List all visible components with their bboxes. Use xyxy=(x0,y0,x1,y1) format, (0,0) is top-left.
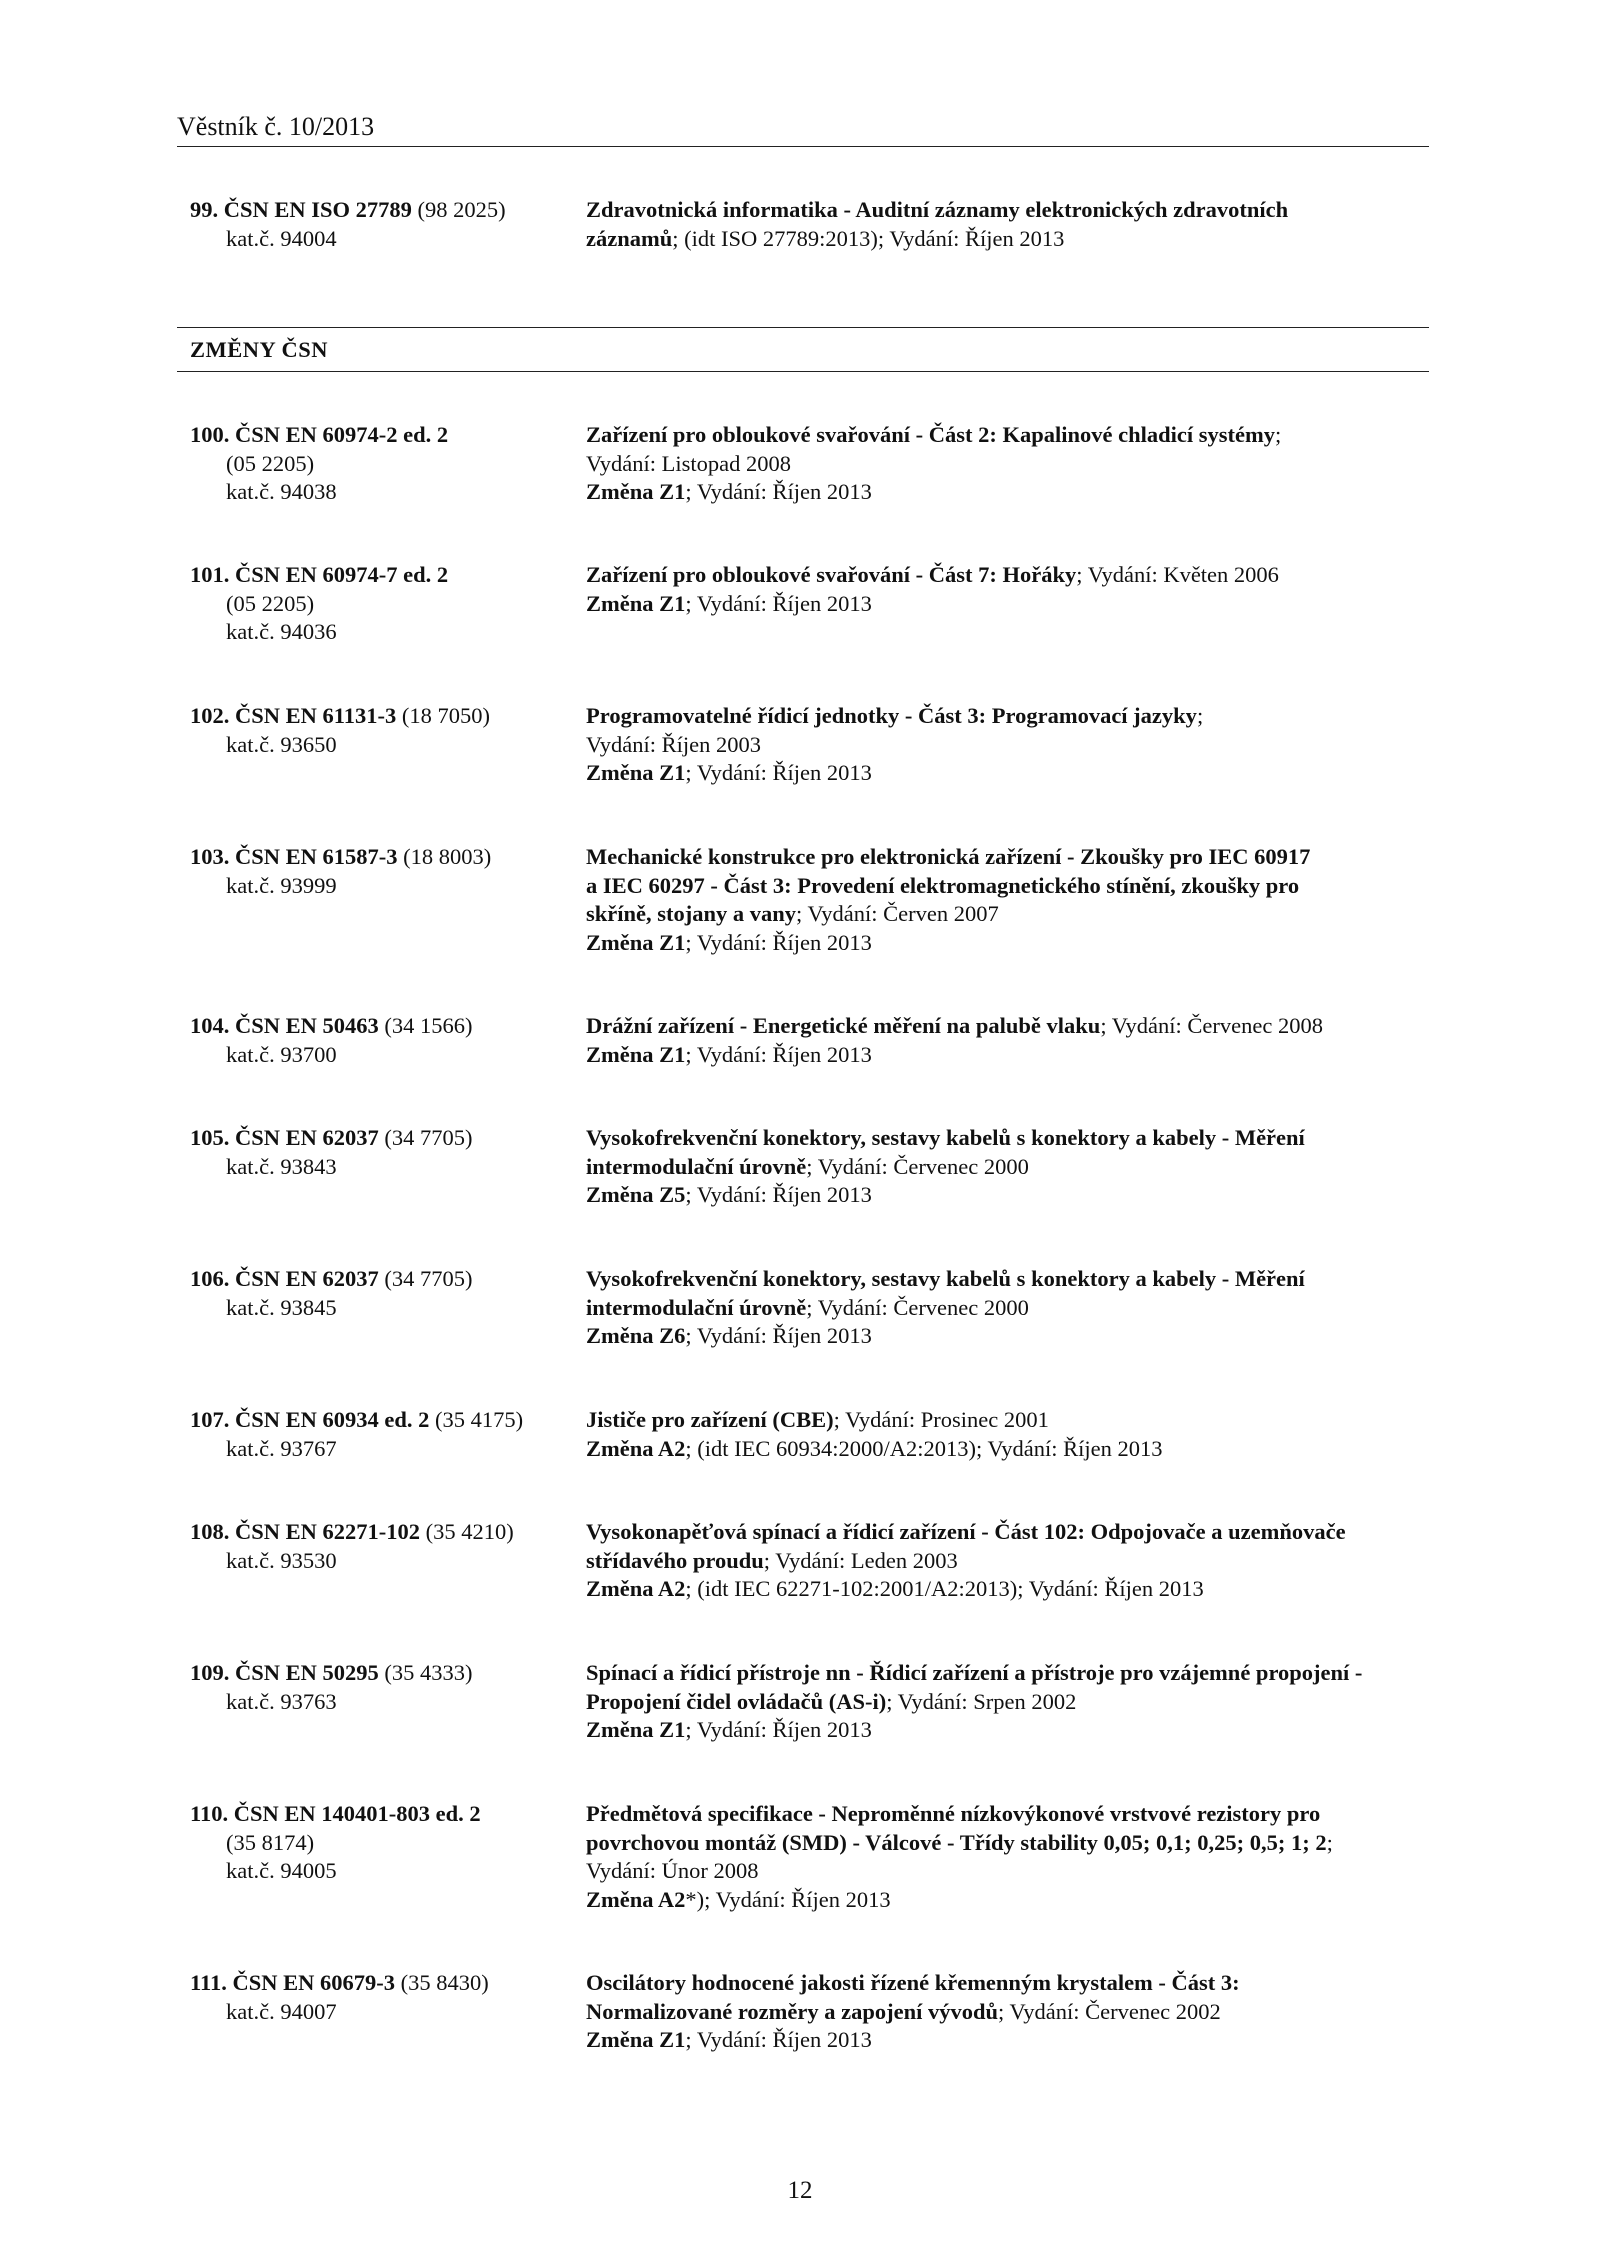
standard-title-line: a IEC 60297 - Část 3: Provedení elektromagnetického stínění, zkoušky pro xyxy=(586,872,1300,898)
standard-code: ČSN EN 62037 xyxy=(235,1125,379,1150)
entry-number: 105. xyxy=(190,1125,230,1150)
standard-title-line: Propojení čidel ovládačů (AS-i) xyxy=(586,1688,887,1714)
change-label: Změna Z1 xyxy=(586,479,686,504)
section-title: ZMĚNY ČSN xyxy=(190,337,329,362)
change-info: ; (idt IEC 62271-102:2001/A2:2013); Vydání: Říjen 2013 xyxy=(685,1576,1204,1601)
entry-number: 108. xyxy=(190,1519,230,1544)
standard-title-line: Vysokonapěťová spínací a řídicí zařízení - Část 102: Odpojovače a uzemňovače xyxy=(586,1519,1346,1544)
entry-number: 104. xyxy=(190,1013,230,1038)
edition-info: ; (idt ISO 27789:2013); Vydání: Říjen 2013 xyxy=(672,225,1065,251)
catalog-number: kat.č. 93999 xyxy=(226,872,337,898)
change-label: Změna A2 xyxy=(586,1435,686,1461)
edition-info: ; Vydání: Červenec 2000 xyxy=(806,1153,1029,1179)
catalog-number: kat.č. 94036 xyxy=(226,619,337,644)
catalog-number: kat.č. 93843 xyxy=(226,1153,337,1179)
standard-title-line: Mechanické konstrukce pro elektronická zařízení - Zkoušky pro IEC 60917 xyxy=(586,844,1311,869)
entry-number: 99. xyxy=(190,197,219,222)
change-info: ; Vydání: Říjen 2013 xyxy=(685,479,872,504)
entry-number: 102. xyxy=(190,703,230,728)
change-label: Změna Z6 xyxy=(586,1323,686,1348)
standard-code: ČSN EN 60974-2 ed. 2 xyxy=(235,422,449,447)
entry-number: 101. xyxy=(190,562,230,587)
entry-number: 106. xyxy=(190,1266,230,1291)
catalog-number: kat.č. 94005 xyxy=(226,1858,337,1883)
entry-number: 111. xyxy=(190,1970,227,1995)
change-label: Změna Z1 xyxy=(586,760,686,785)
change-info: ; Vydání: Říjen 2013 xyxy=(685,2027,872,2052)
entry-number: 109. xyxy=(190,1660,230,1685)
standard-title-line: Vysokofrekvenční konektory, sestavy kabelů s konektory a kabely - Měření xyxy=(586,1266,1305,1291)
change-label: Změna A2 xyxy=(586,1886,686,1912)
edition-info: ; Vydání: Srpen 2002 xyxy=(886,1688,1077,1714)
entry-number: 107. xyxy=(190,1407,230,1432)
edition-info: ; Vydání: Leden 2003 xyxy=(763,1547,958,1573)
standard-code: ČSN EN 61131-3 xyxy=(235,703,397,728)
standard-title-line: Předmětová specifikace - Neproměnné nízkovýkonové vrstvové rezistory pro xyxy=(586,1801,1321,1826)
change-label: Změna Z5 xyxy=(586,1182,686,1207)
class-code: (05 2205) xyxy=(226,450,315,476)
standard-code: ČSN EN 60934 ed. 2 xyxy=(235,1407,430,1432)
standard-title: Programovatelné řídicí jednotky - Část 3: Programovací jazyky xyxy=(586,703,1197,728)
change-info: ; Vydání: Říjen 2013 xyxy=(685,1323,872,1348)
standard-title-line: Spínací a řídicí přístroje nn - Řídicí zařízení a přístroje pro vzájemné propojení - xyxy=(586,1660,1363,1685)
catalog-number: kat.č. 93763 xyxy=(226,1688,337,1714)
change-info: ; Vydání: Říjen 2013 xyxy=(685,1182,872,1207)
standard-title-line: Normalizované rozměry a zapojení vývodů xyxy=(586,1998,999,2024)
standard-title-line: Zdravotnická informatika - Auditní záznamy elektronických zdravotních xyxy=(586,197,1289,222)
class-code: (34 1566) xyxy=(384,1013,473,1038)
standard-title-line: střídavého proudu xyxy=(586,1547,764,1573)
class-code: (18 8003) xyxy=(403,844,492,869)
standard-code: ČSN EN 50295 xyxy=(235,1660,379,1685)
catalog-number: kat.č. 93650 xyxy=(226,731,337,757)
page-number: 12 xyxy=(787,2177,813,2204)
standard-title-line: intermodulační úrovně xyxy=(586,1294,807,1320)
change-label: Změna Z1 xyxy=(586,590,686,616)
edition-info: ; Vydání: Červenec 2008 xyxy=(1100,1013,1323,1038)
class-code: (18 7050) xyxy=(401,703,491,728)
document-page: Věstník č. 10/2013 99. ČSN EN ISO 27789 (98 2025) kat.č. 94004 Zdravotnická informatika - Auditní záznamy elektronických zdravotních záznamů; (idt ISO 27789:2013); Vydání: Říjen 2013 ZMĚNY ČSN 100. ČSN EN 60974-2 ed. 2 (05 2205) kat.č. 94038 Zařízení pro obloukové svařování - Část 2: Kapalinové chladicí systémy; Vydání: Listopad 2008 Změna Z1; Vydání: Říjen 2013 101. ČSN EN 60974-7 ed. 2 (05 2205) kat.č. 94036 Zařízení pro obloukové svařování - Část 7: Hořáky; Vydání: Květen 2006 Změna Z1; Vydání: Říjen 2013 102. ČSN EN 61131-3 (18 7050) kat.č. 93650 Programovatelné řídicí jednotky - Část 3: Programovací jazyky; Vydání: Říjen 2003 Změna Z1; Vydání: Říjen 2013 103. ČSN EN 61587-3 (18 8003) kat.č. 93999 Mechanické konstrukce pro elektronická zařízení - Zkoušky pro IEC 60917 a IEC 60297 - Část 3: Provedení elektromagnetického stínění, zkoušky pro skříně, stojany a vany; Vydání: Červen 2007 Změna Z1; Vydání: Říjen 2013 104. ČSN EN 50463 (34 1566) kat.č. 93700 Drážní zařízení - Energetické měření na palubě vlaku; Vydání: Červenec 2008 Změna Z1; Vydání: Říjen 2013 105. ČSN EN 62037 (34 7705) kat.č. 93843 Vysokofrekvenční konektory, sestavy kabelů s konektory a kabely - Měření intermodulační úrovně; Vydání: Červenec 2000 Změna Z5; Vydání: Říjen 2013 106. ČSN EN 62037 (34 7705) kat.č. 93845 Vysokofrekvenční konektory, sestavy kabelů s konektory a kabely - Měření intermodulační úrovně; Vydání: Červenec 2000 Změna Z6; Vydání: Říjen 2013 107. ČSN EN 60934 ed. 2 (35 4175) kat.č. 93767 Jističe pro zařízení (CBE); Vydání: Prosinec 2001 Změna A2; (idt IEC 60934:2000/A2:2013); Vydání: Říjen 2013 108. ČSN EN 62271-102 (35 4210) kat.č. 93530 Vysokonapěťová spínací a řídicí zařízení - Část 102: Odpojovače a uzemňovače střídavého proudu; Vydání: Leden 2003 Změna A2; (idt IEC 62271-102:2001/A2:2013); Vydání: Říjen 2013 109. ČSN EN 50295 (35 4333) kat.č. 93763 Spínací a řídicí přístroje nn - Řídicí zařízení a přístroje pro vzájemné propojení - Propojení čidel ovládačů (AS-i); Vydání: Srpen 2002 Změna Z1; Vydání: Říjen 2013 110. ČSN EN 140401-803 ed. 2 (35 8174) kat.č. 94005 Předmětová specifikace - Neproměnné nízkovýkonové vrstvové rezistory pro povrchovou montáž (SMD) - Válcové - Třídy stability 0,05; 0,1; 0,25; 0,5; 1; 2; Vydání: Únor 2008 Změna A2*); Vydání: Říjen 2013 111. ČSN EN 60679-3 (35 8430) kat.č. 94007 Oscilátory hodnocené jakosti řízené křemenným krystalem - Část 3: Normalizované rozměry a zapojení vývodů; Vydání: Červenec 2002 Změna Z1; Vydání: Říjen 2013 12 xyxy=(0,0,1600,2263)
standard-title: Jističe pro zařízení (CBE) xyxy=(586,1407,834,1432)
class-code: (98 2025) xyxy=(417,197,506,222)
section-rule-top xyxy=(177,327,1429,328)
entry-number: 103. xyxy=(190,844,230,869)
page-header-title: Věstník č. 10/2013 xyxy=(177,112,375,141)
edition-info: ; Vydání: Červen 2007 xyxy=(796,901,999,926)
change-info: ; Vydání: Říjen 2013 xyxy=(685,1041,872,1067)
standard-code: ČSN EN 62037 xyxy=(235,1266,379,1291)
standard-title: Drážní zařízení - Energetické měření na palubě vlaku xyxy=(586,1013,1101,1038)
entry-id-column xyxy=(190,196,590,253)
standard-code: ČSN EN 62271-102 xyxy=(235,1519,421,1544)
change-info: ; Vydání: Říjen 2013 xyxy=(685,929,872,955)
class-code: (34 7705) xyxy=(384,1125,473,1150)
class-code: (35 8430) xyxy=(400,1970,489,1995)
standard-title: Zařízení pro obloukové svařování - Část 7: Hořáky xyxy=(586,562,1077,587)
catalog-number: kat.č. 94038 xyxy=(226,479,337,504)
standard-code: ČSN EN 60974-7 ed. 2 xyxy=(235,562,449,587)
standard-title-line: intermodulační úrovně xyxy=(586,1153,807,1179)
edition-info: Vydání: Říjen 2003 xyxy=(586,731,761,757)
change-label: Změna Z1 xyxy=(586,2027,686,2052)
change-label: Změna Z1 xyxy=(586,929,686,955)
class-code: (35 8174) xyxy=(226,1829,315,1855)
entry-number: 100. xyxy=(190,422,230,447)
change-info: *); Vydání: Říjen 2013 xyxy=(685,1886,891,1912)
header-rule xyxy=(177,146,1429,147)
change-info: ; Vydání: Říjen 2013 xyxy=(685,760,872,785)
change-label: Změna A2 xyxy=(586,1576,686,1601)
class-code: (35 4333) xyxy=(384,1660,473,1685)
edition-info: ; Vydání: Květen 2006 xyxy=(1076,562,1279,587)
class-code: (35 4175) xyxy=(435,1407,524,1432)
class-code: (34 7705) xyxy=(384,1266,473,1291)
catalog-number: kat.č. 93530 xyxy=(226,1547,337,1573)
standard-code: ČSN EN ISO 27789 xyxy=(223,197,412,222)
standard-title-line: Vysokofrekvenční konektory, sestavy kabelů s konektory a kabely - Měření xyxy=(586,1125,1305,1150)
entry-description-column xyxy=(586,196,1436,253)
catalog-number: kat.č. 93767 xyxy=(226,1435,337,1461)
standard-title-line: Oscilátory hodnocené jakosti řízené křemenným krystalem - Část 3: xyxy=(586,1970,1240,1995)
catalog-number: kat.č. 93700 xyxy=(226,1041,337,1067)
change-label: Změna Z1 xyxy=(586,1041,686,1067)
class-code: (05 2205) xyxy=(226,590,315,616)
change-info: ; Vydání: Říjen 2013 xyxy=(685,590,872,616)
standard-title-line: záznamů xyxy=(586,225,673,251)
standard-code: ČSN EN 60679-3 xyxy=(232,1970,396,1995)
change-info: ; (idt IEC 60934:2000/A2:2013); Vydání: Říjen 2013 xyxy=(685,1435,1163,1461)
edition-info: ; Vydání: Červenec 2002 xyxy=(998,1998,1221,2024)
catalog-number: kat.č. 94004 xyxy=(226,225,337,251)
catalog-number: kat.č. 94007 xyxy=(226,1998,337,2024)
standard-title-line: povrchovou montáž (SMD) - Válcové - Třídy stability 0,05; 0,1; 0,25; 0,5; 1; 2 xyxy=(586,1829,1327,1855)
standard-code: ČSN EN 140401-803 ed. 2 xyxy=(233,1801,481,1826)
edition-info: Vydání: Listopad 2008 xyxy=(586,450,791,476)
standard-code: ČSN EN 61587-3 xyxy=(235,844,398,869)
edition-info: ; Vydání: Červenec 2000 xyxy=(806,1294,1029,1320)
edition-info: Vydání: Únor 2008 xyxy=(586,1858,759,1883)
standard-title-line: skříně, stojany a vany xyxy=(586,901,797,926)
catalog-number: kat.č. 93845 xyxy=(226,1294,337,1320)
entry-number: 110. xyxy=(190,1801,229,1826)
change-info: ; Vydání: Říjen 2013 xyxy=(685,1717,872,1742)
standard-code: ČSN EN 50463 xyxy=(235,1013,379,1038)
change-label: Změna Z1 xyxy=(586,1717,686,1742)
class-code: (35 4210) xyxy=(425,1519,514,1544)
standard-title: Zařízení pro obloukové svařování - Část 2: Kapalinové chladicí systémy xyxy=(586,422,1275,447)
edition-info: ; Vydání: Prosinec 2001 xyxy=(833,1407,1049,1432)
section-rule-bottom xyxy=(177,371,1429,372)
